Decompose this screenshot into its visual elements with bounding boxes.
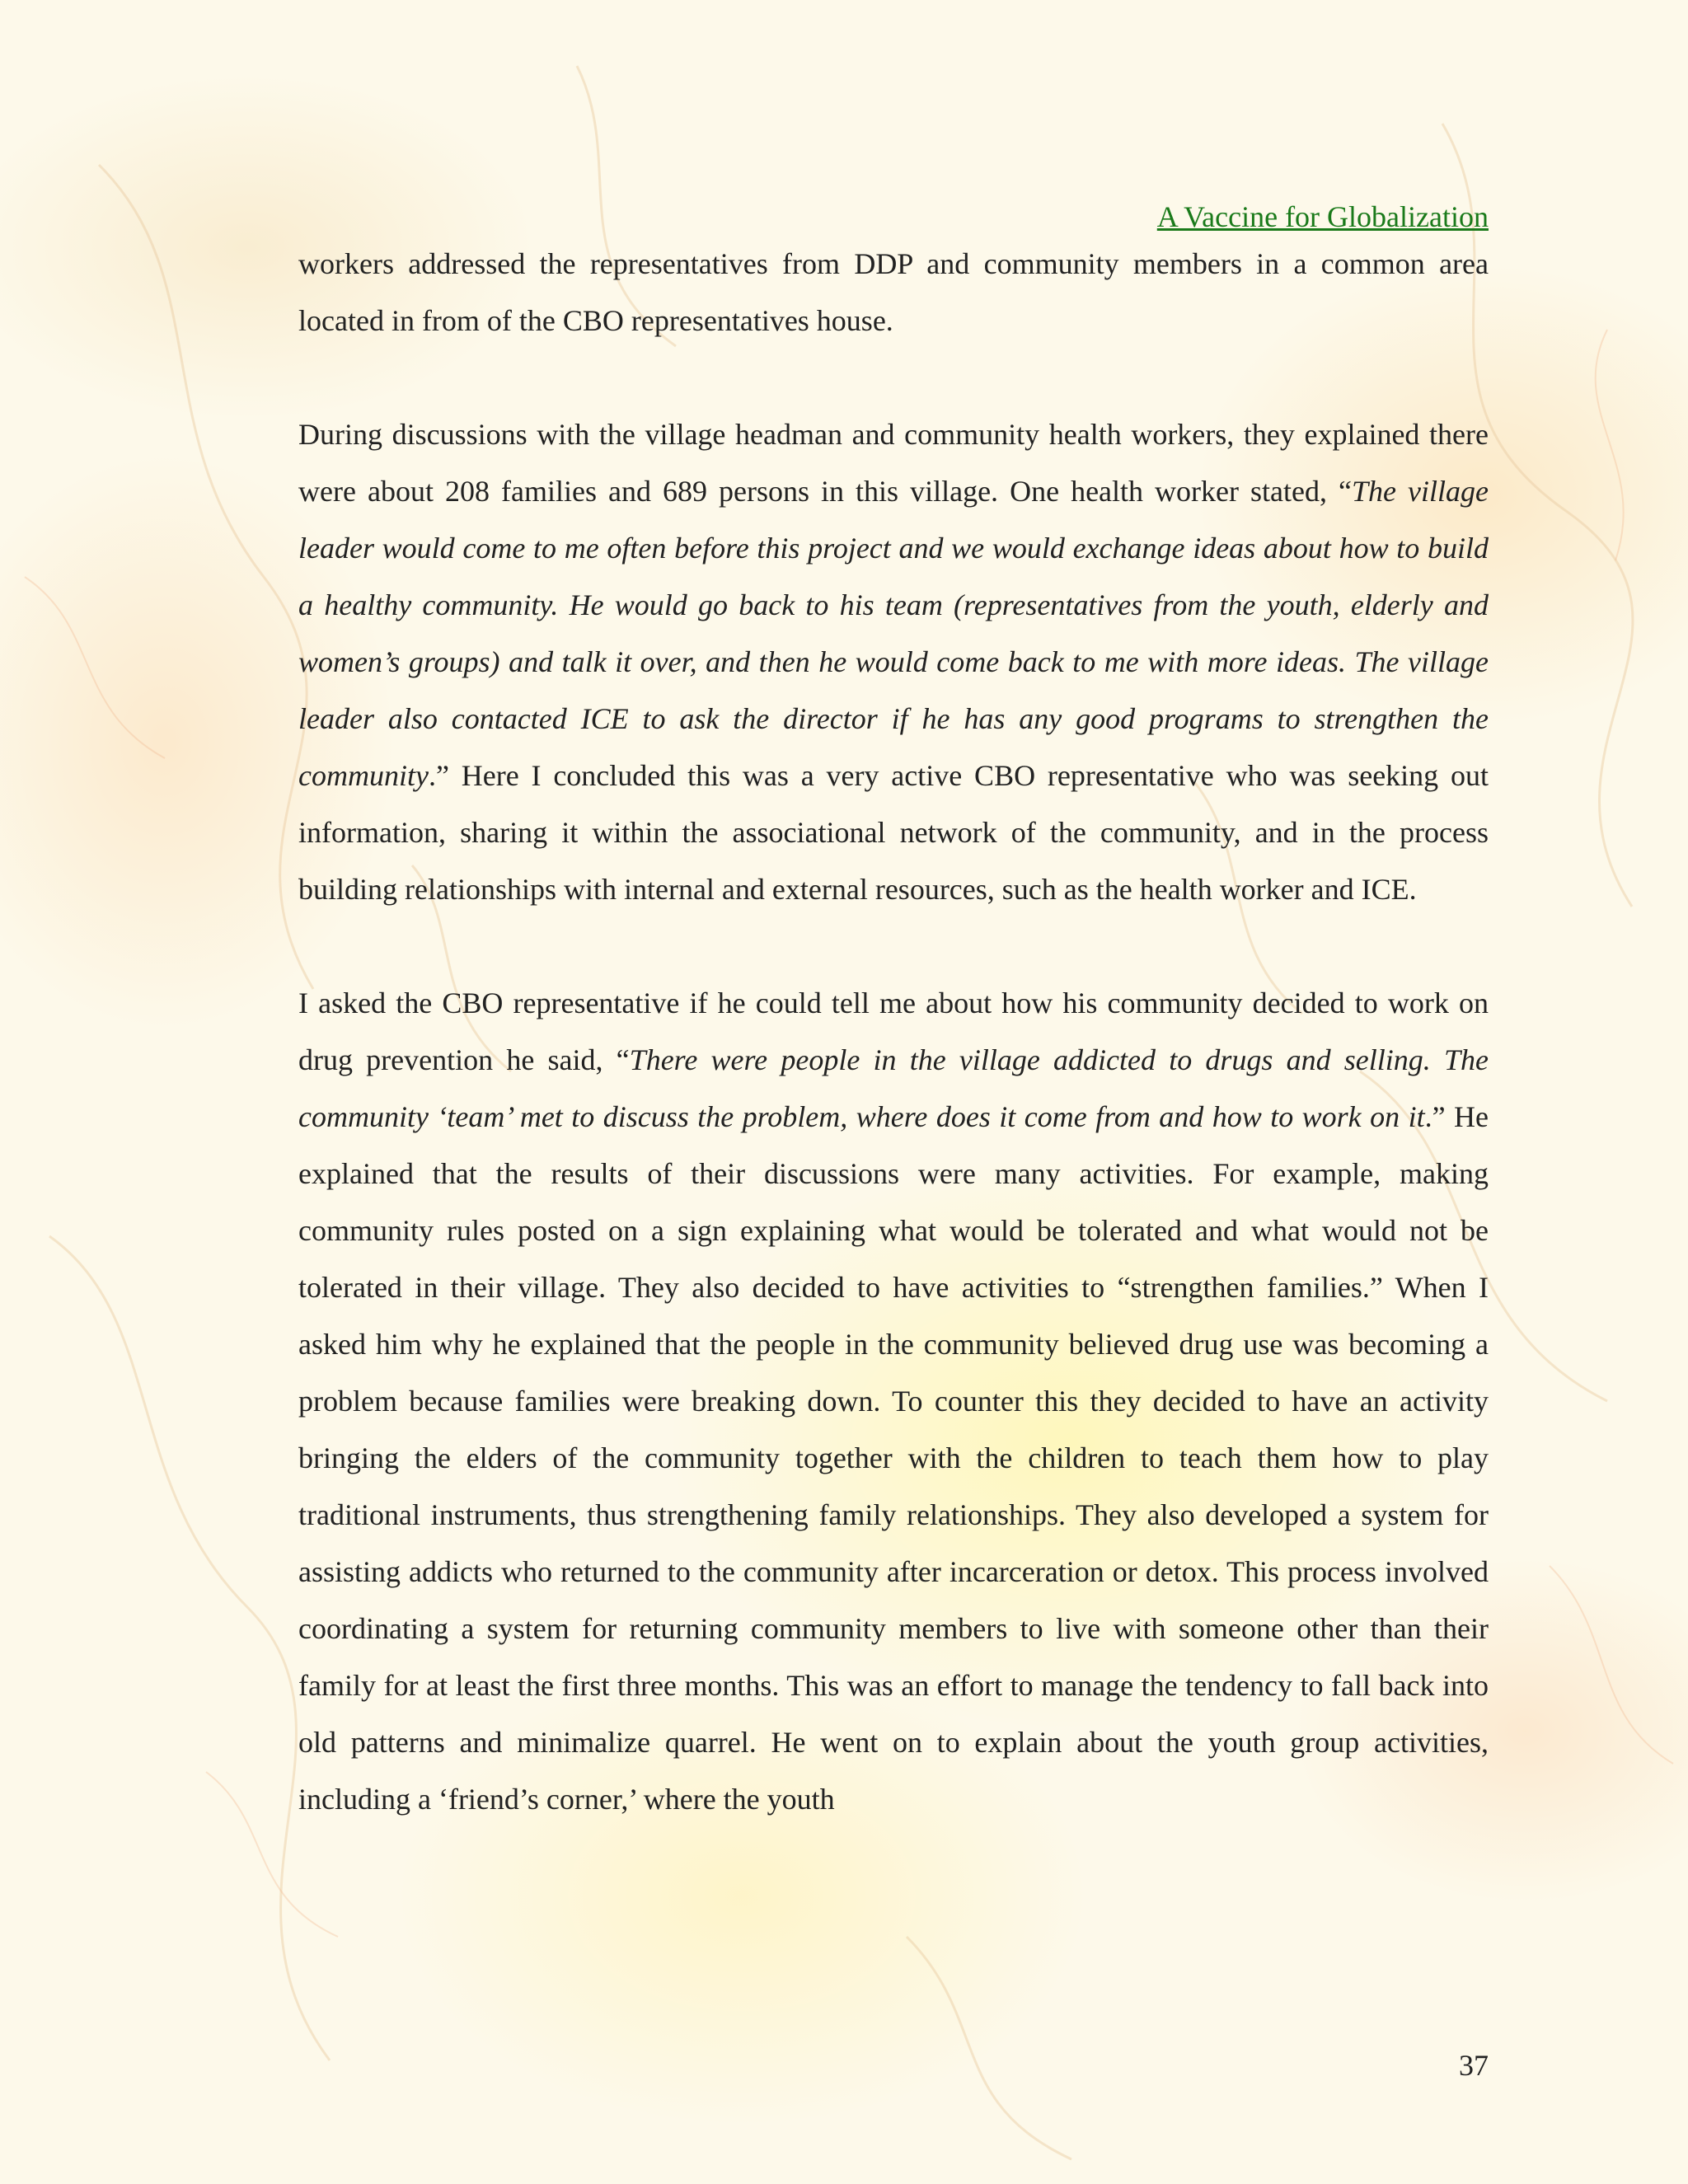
text-run: I asked the CBO representative if he could tell me about how his community decided to work on drug prevention he said, “: [298, 987, 1489, 1076]
paragraph: [298, 236, 1489, 349]
paragraph: [298, 975, 1489, 1828]
quoted-text: The village leader would come to me often before this project and we would exchange ideas about how to build a healthy community. He would go back to his team (representatives from the youth, elderly and women’s groups) and talk it over, and then he would come back to me with more ideas. The village leader also contacted ICE to ask the director if he has any good programs to strengthen the community: [298, 475, 1489, 792]
paragraph: [298, 406, 1489, 918]
text-run: During discussions with the village headman and community health workers, they explained there were about 208 families and 689 persons in this village. One health worker stated, “: [298, 418, 1489, 508]
text-run: workers addressed the representatives from DDP and community members in a common area located in from of the CBO representatives house.: [298, 247, 1489, 337]
quoted-text: There were people in the village addicted to drugs and selling. The community ‘team’ met to discuss the problem, where does it come from and how to work on it: [298, 1043, 1489, 1133]
body-text: [298, 236, 1489, 1828]
text-run: .” Here I concluded this was a very active CBO representative who was seeking out information, sharing it within the associational network of the community, and in the process building relationships with internal and external resources, such as the health worker and ICE.: [298, 759, 1489, 906]
page-number: 37: [1459, 2049, 1489, 2082]
text-run: .” He explained that the results of their discussions were many activities. For example, making community rules posted on a sign explaining what would be tolerated and what would not be tolerated in their village. They also decided to have activities to “strengthen families.” When I asked him why he explained that the people in the community believed drug use was becoming a problem because families were breaking down. To counter this they decided to have an activity bringing the elders of the community together with the children to teach them how to play traditional instruments, thus strengthening family relationships. They also developed a system for assisting addicts who returned to the community after incarceration or detox. This process involved coordinating a system for returning community members to live with someone other than their family for at least the first three months. This was an effort to manage the tendency to fall back into old patterns and minimalize quarrel. He went on to explain about the youth group activities, including a ‘friend’s corner,’ where the youth: [298, 1100, 1489, 1816]
running-header: A Vaccine for Globalization: [1156, 200, 1489, 233]
